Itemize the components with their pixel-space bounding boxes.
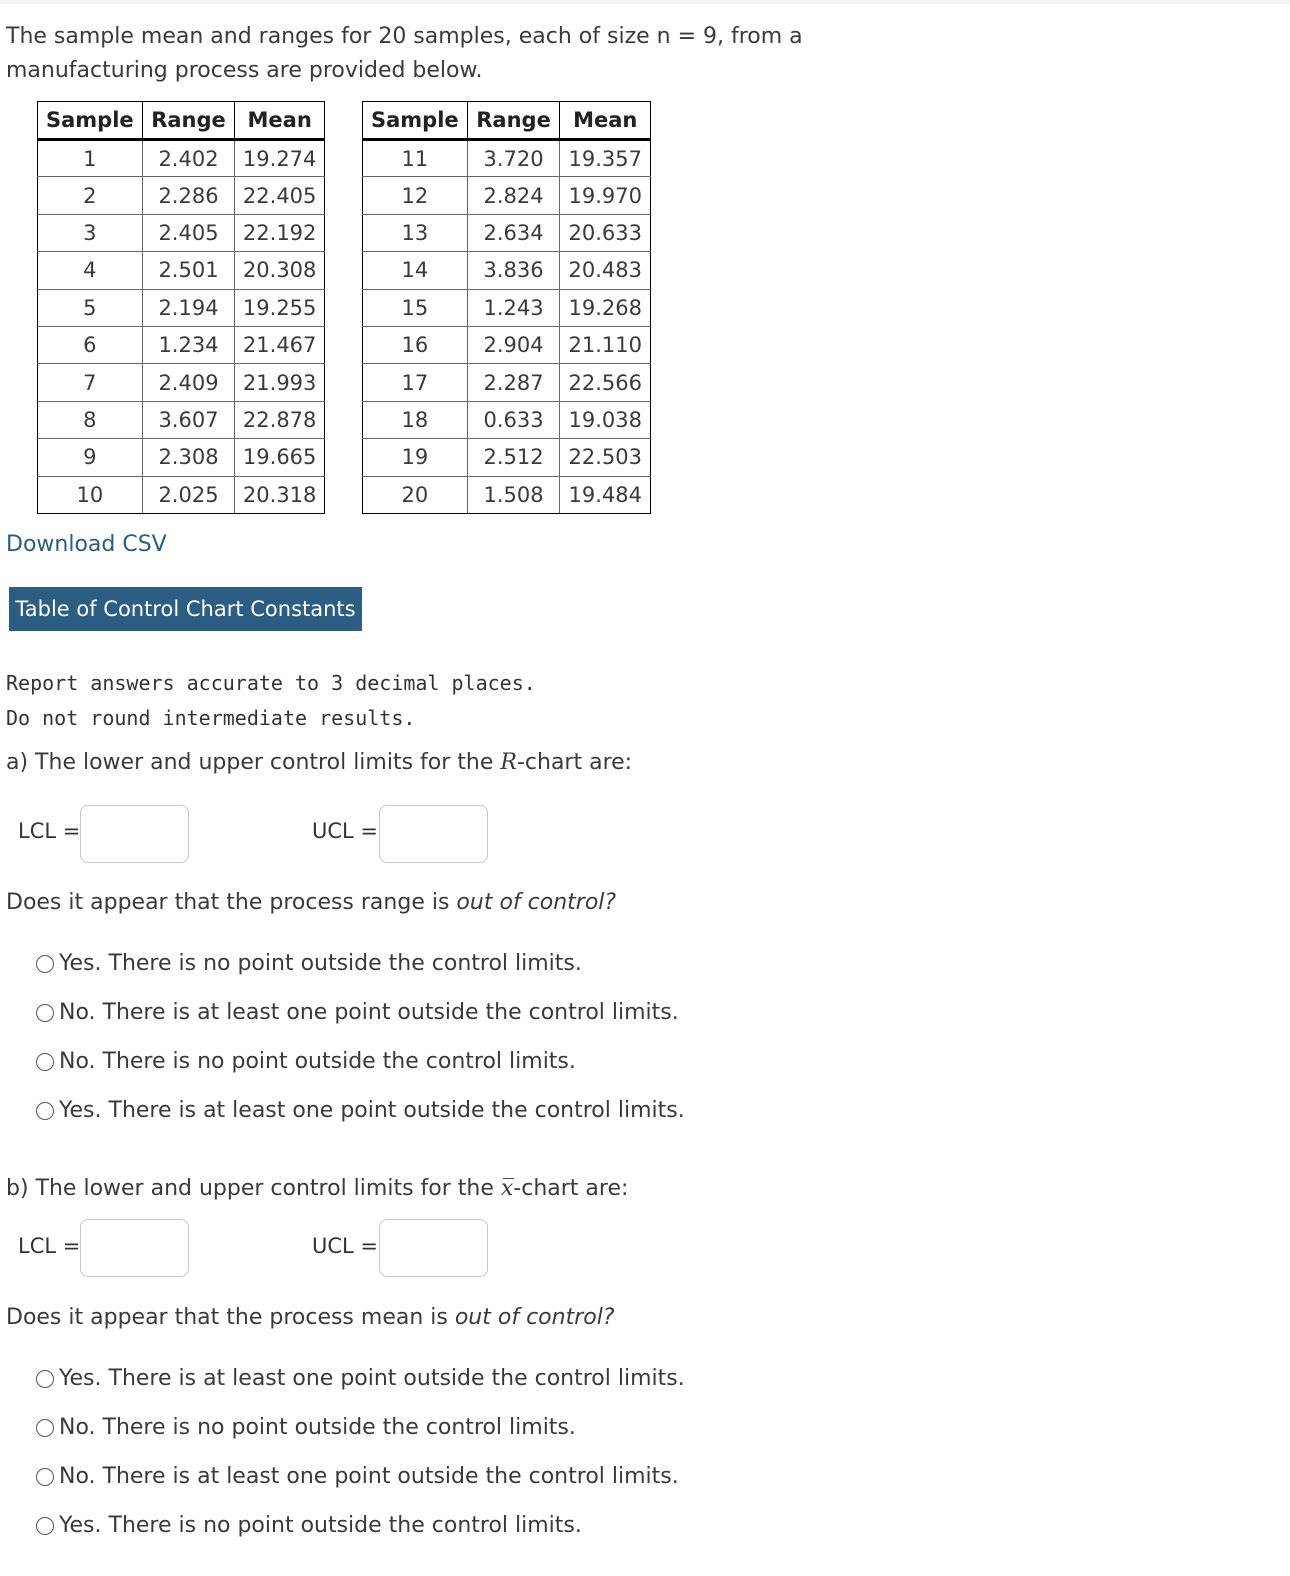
radio-button[interactable] [36, 1517, 54, 1535]
r-lcl-label: LCL = [18, 819, 81, 843]
cell-range: 3.836 [467, 252, 560, 289]
part-a-prompt-text: a) The lower and upper control limits for the [6, 750, 501, 775]
cell-range: 2.405 [142, 214, 235, 251]
option-label: Yes. There is at least one point outside the control limits. [59, 1366, 685, 1391]
table-row [363, 214, 651, 251]
option-label: No. There is no point outside the control limits. [59, 1049, 576, 1074]
part-b-prompt-text: b) The lower and upper control limits for the [6, 1176, 501, 1201]
part-b-question-emph: out of control? [454, 1305, 615, 1330]
table-row [363, 476, 651, 513]
cell-range: 2.286 [142, 177, 235, 214]
table-row [363, 140, 651, 177]
cell-sample: 2 [38, 177, 143, 214]
radio-button[interactable] [36, 1004, 54, 1022]
cell-sample: 18 [363, 401, 468, 438]
problem-intro: The sample mean and ranges for 20 samples, each of size n = 9, from a manufacturing process are provided below. [6, 24, 803, 83]
table-body-right [363, 140, 651, 514]
header-sample: Sample [38, 102, 143, 140]
r-symbol: R [500, 750, 517, 775]
cell-sample: 8 [38, 401, 143, 438]
option-label: Yes. There is at least one point outside the control limits. [59, 1098, 685, 1123]
part-a-question-text: Does it appear that the process range is [6, 890, 457, 915]
top-border [0, 0, 1290, 4]
cell-sample: 16 [363, 326, 468, 363]
cell-range: 2.512 [467, 439, 560, 476]
xbar-ucl-label: UCL = [312, 1234, 379, 1258]
cell-sample: 6 [38, 326, 143, 363]
cell-mean: 19.484 [560, 476, 651, 513]
table-row [38, 289, 325, 326]
table-header-row [38, 102, 325, 140]
option-label: No. There is at least one point outside the control limits. [59, 1464, 679, 1489]
table-row [363, 289, 651, 326]
cell-sample: 1 [38, 140, 143, 177]
table-row [38, 364, 325, 401]
xbar-symbol: x̅ [500, 1176, 514, 1201]
cell-range: 0.633 [467, 401, 560, 438]
table-row [363, 439, 651, 476]
cell-sample: 17 [363, 364, 468, 401]
option-label: Yes. There is no point outside the control limits. [59, 1513, 582, 1538]
cell-range: 2.824 [467, 177, 560, 214]
cell-sample: 13 [363, 214, 468, 251]
cell-mean: 19.357 [560, 140, 651, 177]
radio-button[interactable] [36, 1468, 54, 1486]
part-b-prompt [6, 1176, 628, 1201]
cell-mean: 19.268 [560, 289, 651, 326]
cell-mean: 22.192 [235, 214, 325, 251]
header-range: Range [467, 102, 560, 140]
radio-button[interactable] [36, 1102, 54, 1120]
cell-mean: 19.255 [235, 289, 325, 326]
table-body-left [38, 140, 325, 514]
cell-range: 3.607 [142, 401, 235, 438]
cell-mean: 21.993 [235, 364, 325, 401]
cell-range: 2.194 [142, 289, 235, 326]
cell-sample: 10 [38, 476, 143, 513]
cell-mean: 21.110 [560, 326, 651, 363]
xbar-option-3[interactable] [36, 1464, 679, 1489]
cell-range: 2.409 [142, 364, 235, 401]
table-header-row [363, 102, 651, 140]
xbar-option-2[interactable] [36, 1415, 576, 1440]
cell-mean: 22.878 [235, 401, 325, 438]
cell-range: 3.720 [467, 140, 560, 177]
cell-sample: 5 [38, 289, 143, 326]
xbar-option-1[interactable] [36, 1366, 685, 1391]
cell-mean: 20.483 [560, 252, 651, 289]
r-ucl-label: UCL = [312, 819, 379, 843]
xbar-lcl-label: LCL = [18, 1234, 81, 1258]
cell-mean: 22.503 [560, 439, 651, 476]
cell-mean: 21.467 [235, 326, 325, 363]
cell-sample: 20 [363, 476, 468, 513]
cell-sample: 4 [38, 252, 143, 289]
cell-sample: 11 [363, 140, 468, 177]
table-row [38, 252, 325, 289]
cell-sample: 12 [363, 177, 468, 214]
table-row [38, 476, 325, 513]
table-row [38, 439, 325, 476]
cell-mean: 19.038 [560, 401, 651, 438]
header-mean: Mean [235, 102, 325, 140]
header-sample: Sample [363, 102, 468, 140]
cell-range: 1.243 [467, 289, 560, 326]
xbar-option-4[interactable] [36, 1513, 582, 1538]
radio-button[interactable] [36, 1053, 54, 1071]
option-label: No. There is no point outside the control limits. [59, 1415, 576, 1440]
r-ucl-input[interactable] [379, 805, 488, 863]
cell-sample: 15 [363, 289, 468, 326]
radio-button[interactable] [36, 1419, 54, 1437]
cell-range: 2.287 [467, 364, 560, 401]
cell-mean: 20.308 [235, 252, 325, 289]
data-table-left [37, 101, 325, 514]
part-b-question-text: Does it appear that the process mean is [6, 1305, 455, 1330]
cell-range: 2.308 [142, 439, 235, 476]
part-b-prompt-suffix: -chart are: [513, 1176, 629, 1201]
table-row [38, 326, 325, 363]
table-row [363, 177, 651, 214]
cell-range: 1.234 [142, 326, 235, 363]
part-b-question [6, 1305, 614, 1330]
header-mean: Mean [560, 102, 651, 140]
r-option-2[interactable] [36, 1000, 679, 1025]
part-a-question-emph: out of control? [456, 890, 617, 915]
download-csv-link[interactable]: Download CSV [6, 532, 167, 557]
cell-range: 2.634 [467, 214, 560, 251]
cell-range: 2.025 [142, 476, 235, 513]
cell-range: 1.508 [467, 476, 560, 513]
cell-mean: 20.318 [235, 476, 325, 513]
cell-mean: 19.665 [235, 439, 325, 476]
cell-sample: 7 [38, 364, 143, 401]
table-row [363, 364, 651, 401]
table-row [38, 214, 325, 251]
part-a-prompt [6, 750, 632, 775]
instruction-line-2: Do not round intermediate results. [6, 706, 416, 730]
table-row [38, 140, 325, 177]
r-option-4[interactable] [36, 1098, 685, 1123]
table-row [38, 401, 325, 438]
part-a-prompt-suffix: -chart are: [516, 750, 633, 775]
cell-mean: 22.405 [235, 177, 325, 214]
cell-sample: 9 [38, 439, 143, 476]
xbar-lcl-input[interactable] [80, 1219, 189, 1277]
xbar-ucl-input[interactable] [379, 1219, 488, 1277]
cell-range: 2.904 [467, 326, 560, 363]
r-option-1[interactable] [36, 951, 582, 976]
cell-range: 2.402 [142, 140, 235, 177]
cell-range: 2.501 [142, 252, 235, 289]
instruction-line-1: Report answers accurate to 3 decimal places. [6, 671, 536, 695]
option-label: No. There is at least one point outside the control limits. [59, 1000, 679, 1025]
table-row [363, 252, 651, 289]
option-label: Yes. There is no point outside the control limits. [59, 951, 582, 976]
part-a-question [6, 890, 616, 915]
cell-mean: 19.970 [560, 177, 651, 214]
cell-mean: 19.274 [235, 140, 325, 177]
data-table-right [362, 101, 651, 514]
r-option-3[interactable] [36, 1049, 576, 1074]
table-row [363, 401, 651, 438]
table-row [363, 326, 651, 363]
table-row [38, 177, 325, 214]
radio-button[interactable] [36, 1370, 54, 1388]
r-lcl-input[interactable] [80, 805, 189, 863]
cell-mean: 20.633 [560, 214, 651, 251]
cell-sample: 19 [363, 439, 468, 476]
control-chart-constants-button[interactable]: Table of Control Chart Constants [9, 587, 362, 631]
cell-mean: 22.566 [560, 364, 651, 401]
header-range: Range [142, 102, 235, 140]
radio-button[interactable] [36, 955, 54, 973]
cell-sample: 14 [363, 252, 468, 289]
cell-sample: 3 [38, 214, 143, 251]
